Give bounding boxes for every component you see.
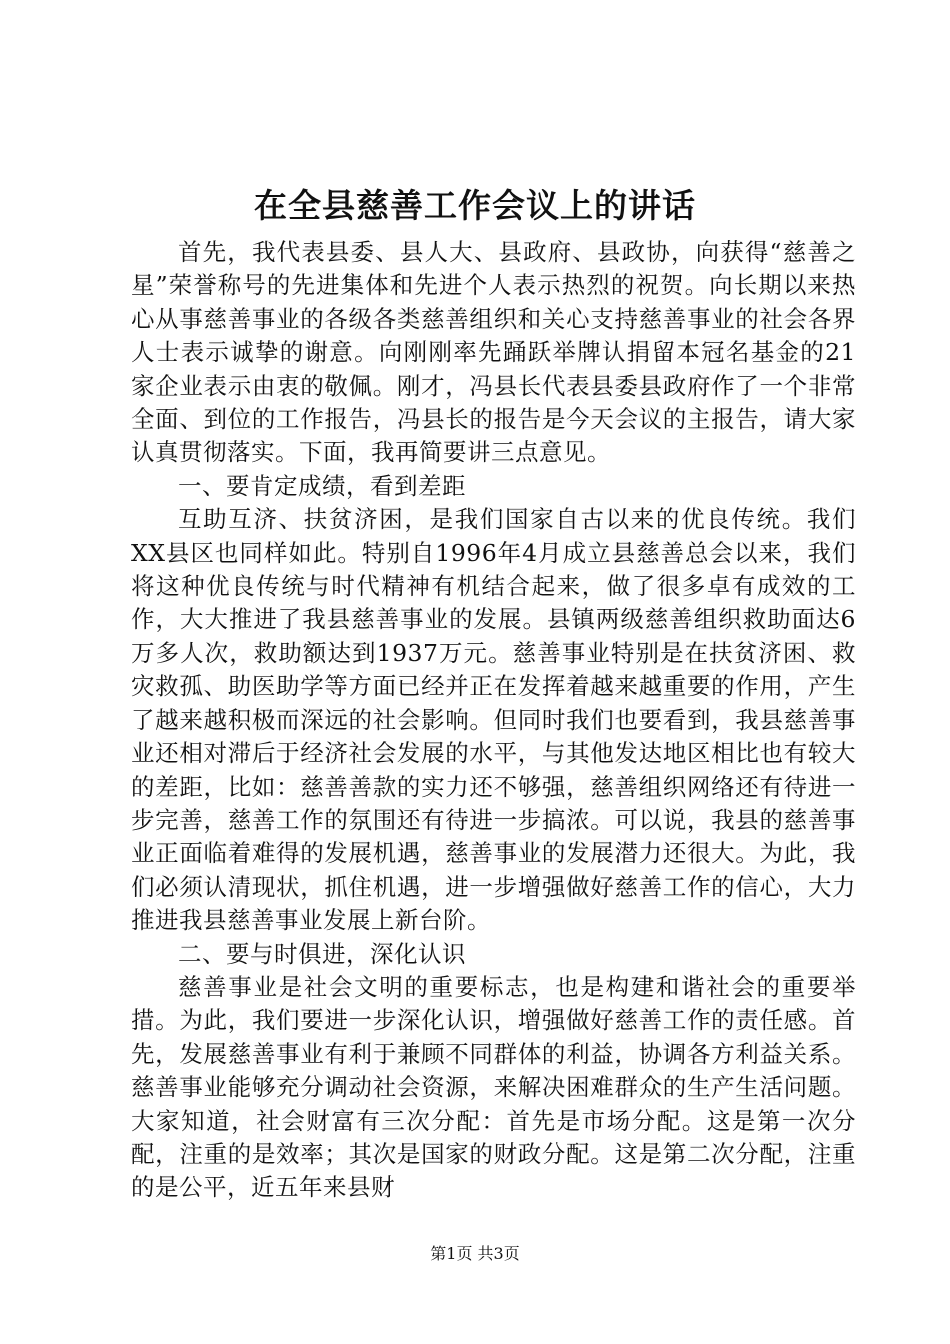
document-body: [131, 236, 856, 1205]
page-footer: 第1页 共3页: [430, 1244, 520, 1263]
section-heading-1: 一、要肯定成绩，看到差距: [178, 471, 466, 500]
document-title: 在全县慈善工作会议上的讲话: [254, 186, 696, 225]
paragraph-section-2: 慈善事业是社会文明的重要标志，也是构建和谐社会的重要举措。为此，我们要进一步深化认识，增强做好慈善工作的责任感。首先，发展慈善事业有利于兼顾不同群体的利益，协调各方利益关系。慈善事业能够充分调动社会资源，来解决困难群众的生产生活问题。大家知道，社会财富有三次分配：首先是市场分配。这是第一次分配，注重的是效率；其次是国家的财政分配。这是第二次分配，注重的是公平，近五年来县财: [131, 972, 856, 1202]
paragraph-section-1: 互助互济、扶贫济困，是我们国家自古以来的优良传统。我们XX县区也同样如此。特别自1996年4月成立县慈善总会以来，我们将这种优良传统与时代精神有机结合起来，做了很多卓有成效的工作，大大推进了我县慈善事业的发展。县镇两级慈善组织救助面达6万多人次，救助额达到1937万元。慈善事业特别是在扶贫济困、救灾救孤、助医助学等方面已经并正在发挥着越来越重要的作用，产生了越来越积极而深远的社会影响。但同时我们也要看到，我县慈善事业还相对滞后于经济社会发展的水平，与其他发达地区相比也有较大的差距，比如：慈善善款的实力还不够强，慈善组织网络还有待进一步完善，慈善工作的氛围还有待进一步搞浓。可以说，我县的慈善事业正面临着难得的发展机遇，慈善事业的发展潜力还很大。为此，我们必须认清现状，抓住机遇，进一步增强做好慈善工作的信心，大力推进我县慈善事业发展上新台阶。: [131, 505, 856, 935]
paragraph-intro: 首先，我代表县委、县人大、县政府、县政协，向获得“慈善之星”荣誉称号的先进集体和先进个人表示热烈的祝贺。向长期以来热心从事慈善事业的各级各类慈善组织和关心支持慈善事业的社会各界人士表示诚挚的谢意。向刚刚率先踊跃举牌认捐留本冠名基金的21家企业表示由衷的敬佩。刚才，冯县长代表县委县政府作了一个非常全面、到位的工作报告，冯县长的报告是今天会议的主报告，请大家认真贯彻落实。下面，我再简要讲三点意见。: [131, 238, 856, 467]
section-heading-2: 二、要与时俱进，深化认识: [178, 939, 466, 968]
